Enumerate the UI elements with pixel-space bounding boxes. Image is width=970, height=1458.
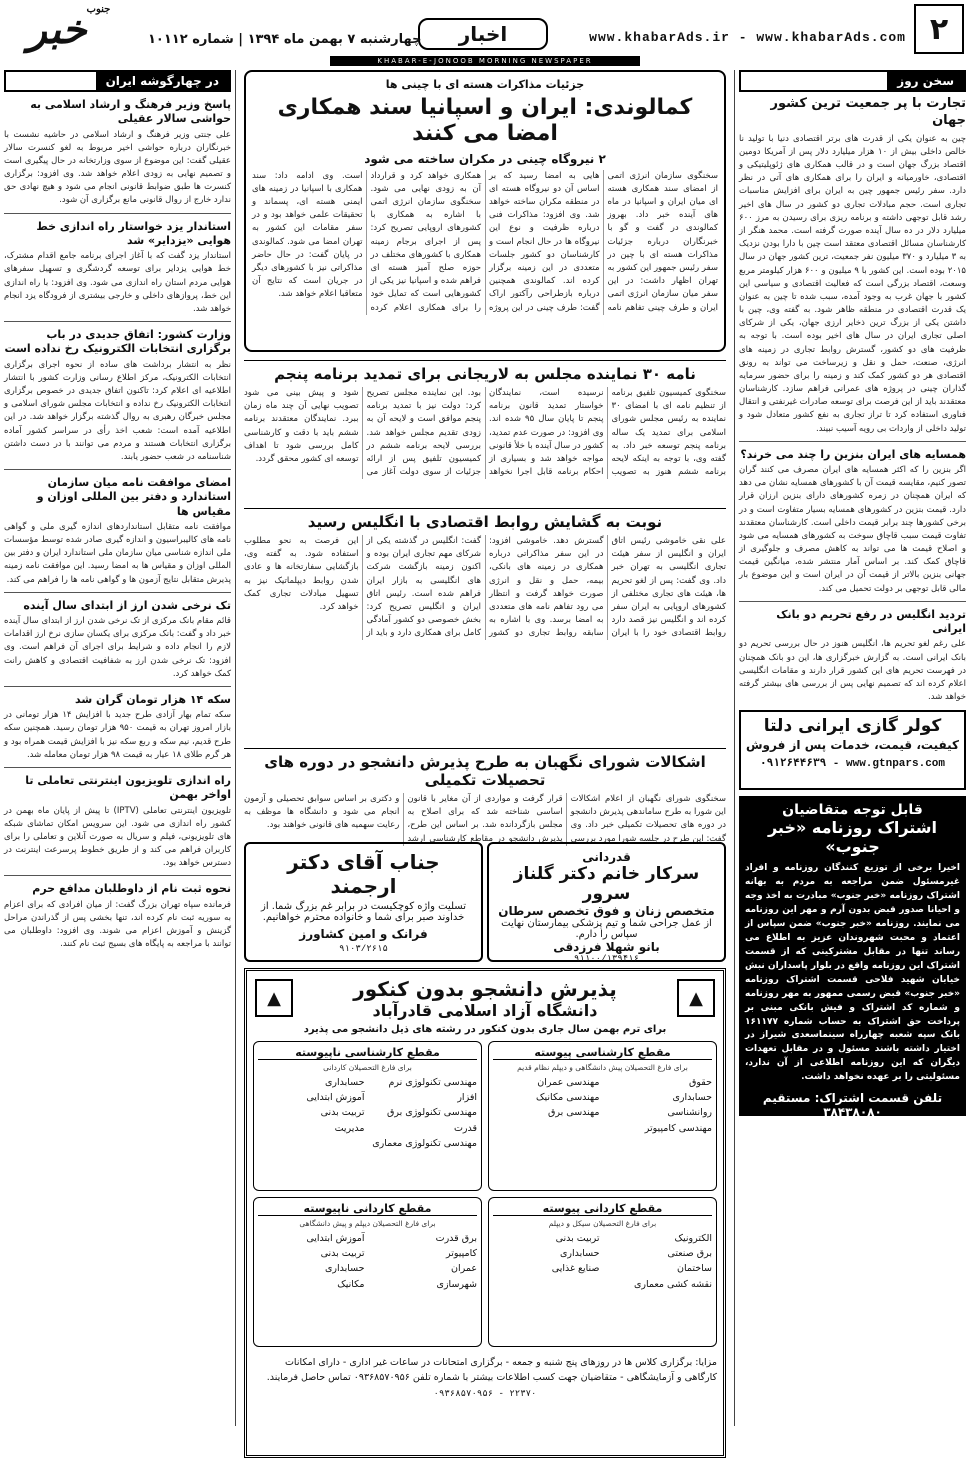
- left-column: [4, 70, 236, 1426]
- condolence-ad-top: جناب آقای دکتر ارجمند: [287, 850, 440, 898]
- subscription-ad-subtitle: اشتراک روزنامه «خبر جنوب»: [767, 818, 938, 857]
- editorial-body: چین به عنوان یکی از قدرت های برتر اقتصادی دنیا با تولید نا خالص داخلی بیش از ۱۰ هزار میلیارد دلار پس از آمریکا دومین اقتصاد بزرگ جهان است و در قالب همکاری های ژئوپلیتیکی و اقتصادی، خاورمیانه و ایران را برای همکاری های آتی در نظر دارد. سفر رئیس جمهور چین به ایران برای افزایش مناسبات تجاری است. حجم مبادلات تجاری دو کشور در سال های اخیر رشد قابل توجهی داشته و برنامه ریزی برای رسیدن به مرز ۶۰۰ میلیارد دلار در ده سال آینده صورت گرفته است. محمد هنگر از کارشناسان مسائل اقتصادی معتقد است چین با دارا بودن نزدیک به ۳ میلیارد و ۳۷۰ میلیون نفر جمعیت، ترین کشور جهان در سال ۲۰۱۵ بوده است. این کشور با ۹ میلیون و ۶۰۰ هزار کیلومتر مربع وسعت، اقتصاد بزرگی است که فعالیت اقتصادی و سیاسی این کشور با جهان غرب به وجود آمده، سبب شده تا چین به عنوان یک قدرت اقتصادی در منطقه ظاهر شود. به گفته وی، چین با داشتن یکی از بزرگ ترین ذخایر ارزی جهان، یکی از شرکای اصلی تجاری ایران در سال های اخیر بوده است. با توجه به ظرفیت های دو کشور، گسترش روابط تجاری در زمینه های انرژی، صنعت، حمل و نقل و زیرساخت می تواند به رونق اقتصادی هر دو کشور کمک کند و زمینه را برای حضور سرمایه گذاران چینی در پروژه های عمرانی فراهم سازد. کارشناسان معتقدند باید از این فرصت برای توسعه صادرات غیرنفتی و انتقال فناوری استفاده کرد تا تراز تجاری به نفع کشور متعادل شود و تولید داخلی از واردات بی رویه آسیب نبیند.: [739, 133, 967, 434]
- program-item: حسابداری: [324, 1077, 365, 1088]
- program-cell-sub: برای فارغ التحصیلان سیکل و دیپلم: [548, 1219, 657, 1228]
- issue-date: چهارشنبه ۷ بهمن ماه ۱۳۹۴ | شماره ۱۰۱۱۲: [148, 32, 422, 47]
- program-item: الکترونیک: [674, 1233, 712, 1244]
- program-item: مهندسی مکانیک: [536, 1092, 600, 1104]
- university-ad-note: برای ترم بهمن سال جاری بدون کنکور در رشته های ذیل دانشجو می پذیرد: [303, 1024, 667, 1035]
- cooler-ad-phone: ۰۹۱۲۶۴۴۶۳۹ - www.gtnpars.com: [759, 758, 946, 771]
- uk-sanctions-body: علی رغم لغو تحریم ها، انگلیس هنوز در حال بررسی تحریم دو بانک ایرانی است. به گزارش خبرگزاری ها، این دو بانک همچنان در فهرست تحریم های این کشور قرار دارند و مقامات انگلیسی اعلام کرده اند که تصمیم نهایی پس از بررسی های بیشتر گرفته خواهد شد.: [739, 639, 966, 703]
- site-url[interactable]: www.khabarAds.ir - www.khabarAds.com: [589, 30, 906, 45]
- fuel-price-title[interactable]: همسایه های ایران بنزین را چند می خرند؟: [740, 447, 966, 461]
- cooler-ad-tagline: کیفیت، قیمت، خدمات پس از فروش: [745, 738, 960, 753]
- news-item: [4, 213, 231, 316]
- newspaper-logo: [6, 4, 136, 54]
- editorial-title[interactable]: تجارت با پر جمعیت ترین کشور جهان: [770, 96, 966, 128]
- program-item: حسابداری: [559, 1248, 600, 1260]
- news-item: [4, 469, 231, 587]
- news-item-body: تلویزیون اینترنتی تعاملی (IPTV) تا پیش از پایان ماه بهمن در کشور راه اندازی می شود. این سرویس امکان تماشای شبکه های تلویزیونی، فیلم و سریال به صورت آنلاین و تعاملی را برای کاربران فراهم می کند و از طریق خطوط پرسرعت اینترنت در دسترس خواهد بود.: [4, 805, 231, 869]
- subscription-ad-phone: تلفن قسمت اشتراک: مستقیم ۳۸۴۳۸۰۸۰: [762, 1091, 943, 1120]
- subscription-ad: [739, 796, 966, 1120]
- program-list: [493, 1231, 712, 1292]
- program-item: نقشه کشی معماری: [633, 1278, 712, 1290]
- program-item: مکانیک: [337, 1278, 365, 1290]
- program-cell-sub: برای فارغ التحصیلان کاردانی: [323, 1063, 412, 1072]
- program-list: [493, 1075, 712, 1136]
- news-item-body: استاندار یزد گفت که با آغاز اجرای برنامه جامع اقدام مشترک، خط هوایی یزدایر برای توسعه گردشگری و تسهیل سفرهای هوایی مردم استان راه اندازی می شود. وی افزود: با راه اندازی این خط، پروازهای داخلی و خارجی بیشتری از فرودگاه یزد انجام خواهد شد.: [4, 251, 231, 314]
- page-number: ۲: [914, 4, 964, 54]
- news-item: [4, 98, 231, 208]
- university-ad-footer: مزایا: برگزاری کلاس ها در روزهای پنج شنبه و جمعه - برگزاری امتحانات در ساعات غیر اداری - دارای امکانات کارگاهی و آزمایشگاهی - متقاضیان جهت کسب اطلاعات بیشتر با شماره تلفن ۰۹۳۶۸۵۷۰۹۵۶ تماس حاصل فرمایند.: [266, 1357, 717, 1384]
- news-item-title[interactable]: تک نرخی شدن ارز از ابتدای سال آینده: [23, 598, 231, 612]
- program-list: [258, 1075, 477, 1151]
- section-title: اخبار: [418, 18, 548, 50]
- editorial-tag-box: [739, 70, 966, 92]
- program-cell-sub: برای فارغ التحصیلان پیش دانشگاهی و دیپلم نظام قدیم: [517, 1063, 688, 1072]
- program-item: تربیت بدنی: [555, 1233, 600, 1244]
- uk-sanctions-title[interactable]: تردید انگلیس در رفع تحریم دو بانک ایرانی: [776, 607, 966, 636]
- main-story-kicker: جزئیات مذاکرات هسته ای با چینی ها: [385, 78, 585, 91]
- cooler-ad-title: کولر گازی ایرانی دلتا: [763, 716, 942, 737]
- news-tag-box: [4, 70, 231, 92]
- story-parliament-headline[interactable]: نامه ۳۰ نماینده مجلس به لاریجانی برای تمدید برنامه پنجم: [244, 360, 726, 383]
- gratitude-ad-name: سرکار خانم دکتر گلناز سرور: [513, 864, 700, 904]
- logo-text: خبر: [27, 5, 87, 53]
- program-item: روانشناسی: [667, 1107, 712, 1119]
- news-item-body: قائم مقام بانک مرکزی از تک نرخی شدن ارز از ابتدای سال آینده خبر داد و گفت: بانک مرکزی برای یکسان سازی نرخ ارز اقدامات لازم را انجام داده و شرایط برای اجرای آن فراهم است. وی افزود: تک نرخی شدن ارز به شفافیت اقتصادی و کاهش رانت کمک خواهد کرد.: [4, 616, 231, 679]
- subscription-ad-body: اخیرا برخی از توزیع کنندگان روزنامه و افراد غیرمسئول ضمن مراجعه به مردم به بهانه اشتراک روزنامه «خبر جنوب» مبادرت به اخذ وجه و احیانا صدور قبض بدون آرم و مهر این روزنامه می نمایند. روزنامه «خبر جنوب» ضمن سپاس از اعتماد و محبت شهروندان عزیز به اطلاع می رساند تنها در مقابل مشترکینی که از قسمت اشتراک این روزنامه واقع در بلوار پاسداران نبش خیابان شهید فلاحی قسمت اشتراک روزنامه «خبر جنوب» قبض رسمی ممهور به مهر روزنامه و شماره کد اشتراک و فیش بانکی مبنی بر پرداخت حق اشتراک به حساب شماره ۱۶۱۱۷۷ بانک سپه شعبه چهارراه سینماسعدی شیراز در اختیار داشته باشند مسئول و در مقابل تعهدات دیگران که این روزنامه اطلاعی از آن ندارد، مسئولیتی را بر عهده نخواهد داشت.: [745, 863, 960, 1083]
- news-item-title[interactable]: امضای موافقت نامه میان سازمان استاندارد و دفتر بین المللی اوزان و مقیاس ها: [36, 476, 231, 518]
- condolence-ad-phone: ۹۱۰۳/۲۶۱۵: [339, 943, 388, 954]
- university-ad-subtitle: دانشگاه آزاد اسلامی قادرآباد: [372, 1001, 598, 1020]
- main-story-subhead: ۲ نیروگاه چینی در مکران ساخته می شود: [364, 151, 606, 166]
- right-column: [734, 70, 966, 1426]
- news-item-body: نظر به انتشار برداشت های ساده از نحوه اجرای برگزاری انتخابات الکترونیک، مرکز اطلاع رسانی وزارت کشور با انتشار اطلاعیه ای اعلام کرد: تاکنون اتفاق جدیدی در خصوص برگزاری انتخابات الکترونیک رخ نداده و انتخابات مجلس شورای اسلامی و مجلس خبرگان رهبری به روال گذشته برگزار خواهد شد. در این اطلاعیه آمده است: شعب اخذ رأی در سراسر کشور آماده برگزاری انتخابات هستند و مردم می توانند با در دست داشتن شناسنامه در شعب حضور یابند.: [4, 359, 231, 462]
- program-cell: [253, 1041, 482, 1191]
- program-cell-title: مقطع کارشناسی ناپیوسته: [258, 1046, 477, 1060]
- program-item: تربیت بدنی: [320, 1107, 365, 1119]
- story-guardian-council-body: سخنگوی شورای نگهبان از اعلام اشکالات این شورا به طرح ساماندهی پذیرش دانشجو در دوره های تحصیلات تکمیلی خبر داد. وی گفت: این طرح در جلسه شورا مورد بررسی قرار گرفت و مواردی از آن مغایر با قانون اساسی شناخته شد که برای اصلاح به مجلس بازگردانده شد. بر اساس این طرح، پذیرش دانشجو در مقاطع کارشناسی ارشد و دکتری بر اساس سوابق تحصیلی و آزمون انجام می شود و دانشگاه ها موظف به رعایت سهمیه های قانونی خواهند بود.: [244, 794, 726, 844]
- story-parliament-body: سخنگوی کمیسیون تلفیق برنامه از تنظیم نامه ای با امضای ۳۰ نماینده به رئیس مجلس شورای اسلامی برای تمدید یک ساله برنامه پنجم توسعه خبر داد. به گفته وی، با توجه به اینکه لایحه برنامه ششم هنوز به تصویب نرسیده است، نمایندگان خواستار تمدید قانون برنامه پنجم تا پایان سال ۹۵ شده اند. وی افزود: در صورت عدم تمدید، کشور در سال آینده با خلأ قانونی مواجه خواهد شد و بسیاری از احکام برنامه قابل اجرا نخواهد بود. این نماینده مجلس تصریح کرد: دولت نیز با تمدید برنامه پنجم موافق است و لایحه آن به زودی تقدیم مجلس خواهد شد. بررسی لایحه برنامه ششم در کمیسیون تلفیق پس از ارائه جزئیات از سوی دولت آغاز می شود و پیش بینی می شود تصویب نهایی آن چند ماه زمان ببرد. نمایندگان معتقدند برنامه ششم باید با دقت و کارشناسی کامل بررسی شود تا اهداف توسعه ای کشور محقق گردد.: [244, 388, 726, 478]
- program-item: مهندسی تکنولوژی برق قدرت: [387, 1107, 477, 1134]
- program-cell-title: مقطع کاردانی پیوسته: [493, 1202, 712, 1216]
- gratitude-ad-top: قدردانی: [582, 850, 631, 864]
- story-parliament: [244, 360, 726, 500]
- gratitude-ad-signer: بانو شهلا فرزدقی: [553, 940, 660, 954]
- program-item: مهندسی کامپیوتر: [644, 1122, 712, 1134]
- university-ad-title: پذیرش دانشجو بدون کنکور: [353, 977, 617, 1001]
- header-strip: KHABAR-E-JONOOB MORNING NEWSPAPER: [330, 56, 640, 66]
- program-cell-title: مقطع کاردانی ناپیوسته: [258, 1202, 477, 1216]
- news-item: [4, 321, 231, 464]
- program-item: صنایع غذایی: [551, 1263, 600, 1275]
- news-item: [4, 686, 231, 762]
- program-item: مدیریت: [334, 1122, 365, 1134]
- main-story-headline[interactable]: کمالوندی: ایران و اسپانیا سند همکاری امضا می کنند: [277, 95, 693, 147]
- news-item-title[interactable]: راه اندازی تلویزیون اینترنتی تعاملی تا اواخر بهمن: [25, 773, 231, 802]
- news-item-title[interactable]: استاندار یزد خواستار راه اندازی خط هوایی «یزدایر» شد: [36, 219, 231, 247]
- gratitude-ad-body: از عمل جراحی شما و تیم پزشکی بیمارستان نهایت سپاس را دارم.: [501, 918, 712, 940]
- gratitude-ad: [487, 842, 726, 962]
- program-cell: [253, 1197, 482, 1347]
- program-item: حقوق: [689, 1077, 712, 1088]
- news-item: [4, 875, 231, 951]
- news-item-body: علی جنتی وزیر فرهنگ و ارشاد اسلامی در حاشیه نشست با خبرنگاران درباره حواشی اخیر مربوط به لغو کنسرت سالار عقیلی گفت: این موضوع از سوی وزارتخانه در حال پیگیری است و تصمیم نهایی به زودی اعلام خواهد شد. وی افزود: برگزاری کنسرت ها طبق ضوابط قانونی انجام می شود و هیچ نهادی حق ندارد خارج از روال قانونی مانع برگزاری آن شود.: [4, 129, 231, 206]
- ad-row: [244, 842, 726, 962]
- news-item-body: فرمانده سپاه تهران بزرگ گفت: از میان افرادی که برای اعزام به سوریه ثبت نام کرده اند، تنها بخشی پس از گذراندن مراحل گزینش و آموزش اعزام می شوند. وی افزود: داوطلبان می توانند با مراجعه به پایگاه های بسیج ثبت نام کنند.: [4, 899, 231, 950]
- program-item: ساختمان: [677, 1263, 712, 1275]
- condolence-ad-signer: فرانک و امین کشاورز: [299, 926, 428, 941]
- story-uk-body: علی نقی خاموشی رئیس اتاق ایران و انگلیس از سفر هیئت تجاری انگلیسی به تهران خبر داد. وی گفت: پس از لغو تحریم ها، هیئت های تجاری مختلفی از کشورهای اروپایی به ایران سفر کرده اند و انگلیس نیز قصد دارد روابط اقتصادی خود را با ایران گسترش دهد. خاموشی افزود: در این سفر مذاکراتی درباره همکاری در زمینه های بانکی، بیمه، حمل و نقل و انرژی صورت خواهد گرفت و انتظار می رود تفاهم نامه های متعددی به امضا برسد. وی با اشاره به سابقه روابط تجاری دو کشور گفت: انگلیس در گذشته یکی از شرکای مهم تجاری ایران بوده و اکنون زمینه بازگشت شرکت های انگلیسی به بازار ایران فراهم شده است. رئیس اتاق ایران و انگلیس تصریح کرد: بخش خصوصی دو کشور آمادگی کامل برای همکاری دارد و باید از این فرصت به نحو مطلوب استفاده شود. به گفته وی، بازگشایی سفارتخانه ها و عادی شدن روابط دیپلماتیک نیز به تسهیل مبادلات تجاری کمک خواهد کرد.: [244, 536, 726, 639]
- program-item: حسابداری: [672, 1092, 712, 1104]
- program-cell-sub: برای فارغ التحصیلان دیپلم و پیش دانشگاهی: [299, 1219, 436, 1228]
- news-item-body: موافقت نامه متقابل استانداردهای اندازه گیری ملی و گواهی نامه های کالیبراسیون و اندازه گیری صادر شده توسط مؤسسات ملی اندازه شناسی میان سازمان ملی استاندارد ایران و دفتر بین المللی اوزان و مقیاس ها به امضا رسید. این موافقت نامه زمینه پذیرش متقابل نتایج آزمون ها و گواهی نامه ها را فراهم می کند.: [4, 521, 231, 585]
- university-ad: [244, 968, 726, 1458]
- logo-sub: جنوب: [86, 4, 111, 15]
- program-item: برق قدرت: [435, 1233, 477, 1244]
- middle-column: [244, 70, 726, 1426]
- program-list: [258, 1231, 477, 1292]
- left-news-list: [4, 98, 231, 951]
- news-item-title[interactable]: نحوه ثبت نام از داوطلبان مدافع حرم: [32, 882, 231, 896]
- university-logo-icon-2: ▲: [255, 979, 293, 1017]
- program-item: کامپیوتر: [445, 1248, 477, 1260]
- newspaper-header: [0, 0, 970, 65]
- university-ad-phone: ۰۹۳۶۸۵۷۰۹۵۶ - ۲۲۳۷۰: [433, 1389, 537, 1400]
- program-item: حسابداری: [324, 1263, 365, 1275]
- story-uk-headline[interactable]: نوبت به گشایش روابط اقتصادی با انگلیس رسید: [244, 508, 726, 531]
- program-item: شهرسازی: [436, 1278, 477, 1290]
- story-guardian-council-headline[interactable]: اشکالات شورای نگهبان به طرح پذیرش دانشجو در دوره های تحصیلات تکمیلی: [244, 748, 726, 789]
- fuel-price-body: اگر بنزین را که اکثر همسایه های ایران مصرف می کنند گران تصور کنیم، مقایسه قیمت آن با کشورهای همسایه نشان می دهد که ایران همچنان در زمره کشورهای دارای بنزین ارزان قرار دارد. قیمت بنزین در کشورهای همسایه بسیار متفاوت است و در برخی کشورها چند برابر قیمت داخلی است. کارشناسان معتقدند تفاوت قیمت سبب قاچاق سوخت به کشورهای همسایه می شود و اصلاح قیمت ها می تواند به کاهش مصرف و جلوگیری از قاچاق کمک کند. بر اساس آمار منتشر شده، میانگین قیمت جهانی بنزین بالاتر از قیمت آن در ایران است و این موضوع بار مالی قابل توجهی بر دولت تحمیل می کند.: [739, 465, 966, 594]
- program-item: مهندسی تکنولوژی نرم افزار: [388, 1077, 477, 1104]
- story-uk: [244, 508, 726, 740]
- main-story-body: سخنگوی سازمان انرژی اتمی از امضای سند همکاری هسته ای میان ایران و اسپانیا در ماه های آینده خبر داد. بهروز کمالوندی در گفت و گو با خبرنگاران درباره جزئیات مذاکرات هسته ای با چین در سفر رئیس جمهور این کشور به تهران اظهار داشت: در این سفر میان سازمان انرژی اتمی ایران و طرف چینی تفاهم نامه هایی به امضا رسید که بر اساس آن دو نیروگاه هسته ای در منطقه مکران ساخته خواهد شد. وی افزود: مذاکرات فنی درباره ظرفیت و نوع این نیروگاه ها در حال انجام است و کارشناسان دو کشور جلسات متعددی در این زمینه برگزار کرده اند. کمالوندی همچنین درباره بازطراحی رآکتور اراک گفت: طرف چینی در این پروژه همکاری خواهد کرد و قرارداد آن به زودی نهایی می شود. سخنگوی سازمان انرژی اتمی با اشاره به همکاری با کشورهای اروپایی تصریح کرد: پس از اجرای برجام زمینه همکاری با کشورهای مختلف در حوزه صلح آمیز هسته ای فراهم شده و اسپانیا نیز یکی از کشورهایی است که تمایل خود را برای همکاری اعلام کرده است. وی ادامه داد: سند همکاری با اسپانیا در زمینه های ایمنی هسته ای، پسماند و تحقیقات علمی خواهد بود و در سفر مقامات این کشور به تهران امضا می شود. کمالوندی در پایان گفت: در حال حاضر مذاکراتی نیز با کشورهای دیگر در جریان است که نتایج آن متعاقبا اعلام خواهد شد.: [252, 170, 718, 313]
- program-cell: [488, 1041, 717, 1191]
- editorial-tag: سخن روز: [887, 72, 964, 90]
- program-item: آموزش ابتدایی: [306, 1233, 365, 1244]
- gratitude-ad-phone: ۹۱۱۰۰/۱۳۹۴۱۶: [573, 954, 639, 964]
- program-item: مهندسی برق: [548, 1107, 600, 1119]
- program-item: مهندسی عمران: [537, 1077, 600, 1088]
- news-item: [4, 767, 231, 870]
- news-item-body: سکه تمام بهار آزادی طرح جدید با افزایش ۱۴ هزار تومانی در بازار امروز تهران به قیمت ۹۵۰ هزار تومان رسید. همچنین سکه طرح قدیم، نیم سکه و ربع سکه نیز با افزایش قیمت همراه بود و هر گرم طلای ۱۸ عیار به قیمت ۹۸ هزار تومان معامله شد.: [4, 710, 231, 760]
- news-item-title[interactable]: سکه ۱۴ هزار تومان گران شد: [75, 692, 231, 706]
- program-cell-title: مقطع کارشناسی پیوسته: [493, 1046, 712, 1060]
- university-programs-grid: [253, 1041, 717, 1347]
- program-item: عمران: [450, 1263, 477, 1275]
- program-item: برق صنعتی: [667, 1248, 712, 1260]
- program-item: مهندسی تکنولوژی معماری: [372, 1137, 477, 1149]
- program-item: تربیت بدنی: [320, 1248, 365, 1260]
- news-item: [4, 592, 231, 681]
- university-logo-icon: ▲: [677, 979, 715, 1017]
- program-cell: [488, 1197, 717, 1347]
- news-item-title[interactable]: وزارت کشور: اتفاق جدیدی در باب برگزاری انتخابات الکترونیک رخ نداده است: [4, 328, 231, 356]
- program-item: آموزش ابتدایی: [306, 1092, 365, 1104]
- main-story: [244, 70, 726, 352]
- news-item-title[interactable]: پاسخ وزیر فرهنگ و ارشاد اسلامی به حواشی سالار عقیلی: [30, 98, 231, 126]
- gratitude-ad-title: متخصص زنان و فوق تخصص سرطان: [498, 904, 715, 918]
- subscription-ad-title: قابل توجه متقاضیان: [782, 802, 923, 819]
- news-tag: در چهارگوشه ایران: [96, 72, 229, 90]
- cooler-ad[interactable]: [739, 710, 966, 790]
- condolence-ad: [244, 842, 483, 962]
- story-guardian-council: [244, 748, 726, 844]
- condolence-ad-body: تسلیت واژه کوچکیست در برابر غم بزرگ شما. از خداوند صبر برای شما و خانواده محترم خواهانیم.: [261, 901, 466, 924]
